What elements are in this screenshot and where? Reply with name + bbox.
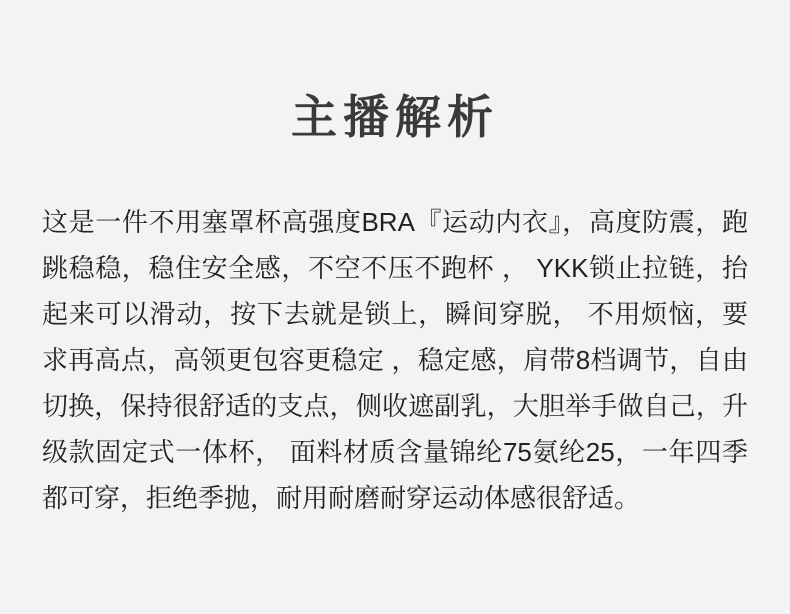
product-description: 这是一件不用塞罩杯高强度BRA『运动内衣』，高度防震，跑跳稳稳，稳住安全感，不空不压不跑杯 ， YKK锁止拉链，抬起来可以滑动，按下去就是锁上，瞬间穿脱， 不用烦恼，要求再高点，高领更包容更稳定 ，稳定感，肩带8档调节，自由切换，保持很舒适的支点，侧收遮副乳，大胆举手做自己，升级款固定式一体杯， 面料材质含量锦纶75氨纶25，一年四季都可穿，拒绝季抛，耐用耐磨耐穿运动体感很舒适。 bbox=[42, 206, 748, 513]
page-title: 主播解析 bbox=[291, 91, 499, 143]
